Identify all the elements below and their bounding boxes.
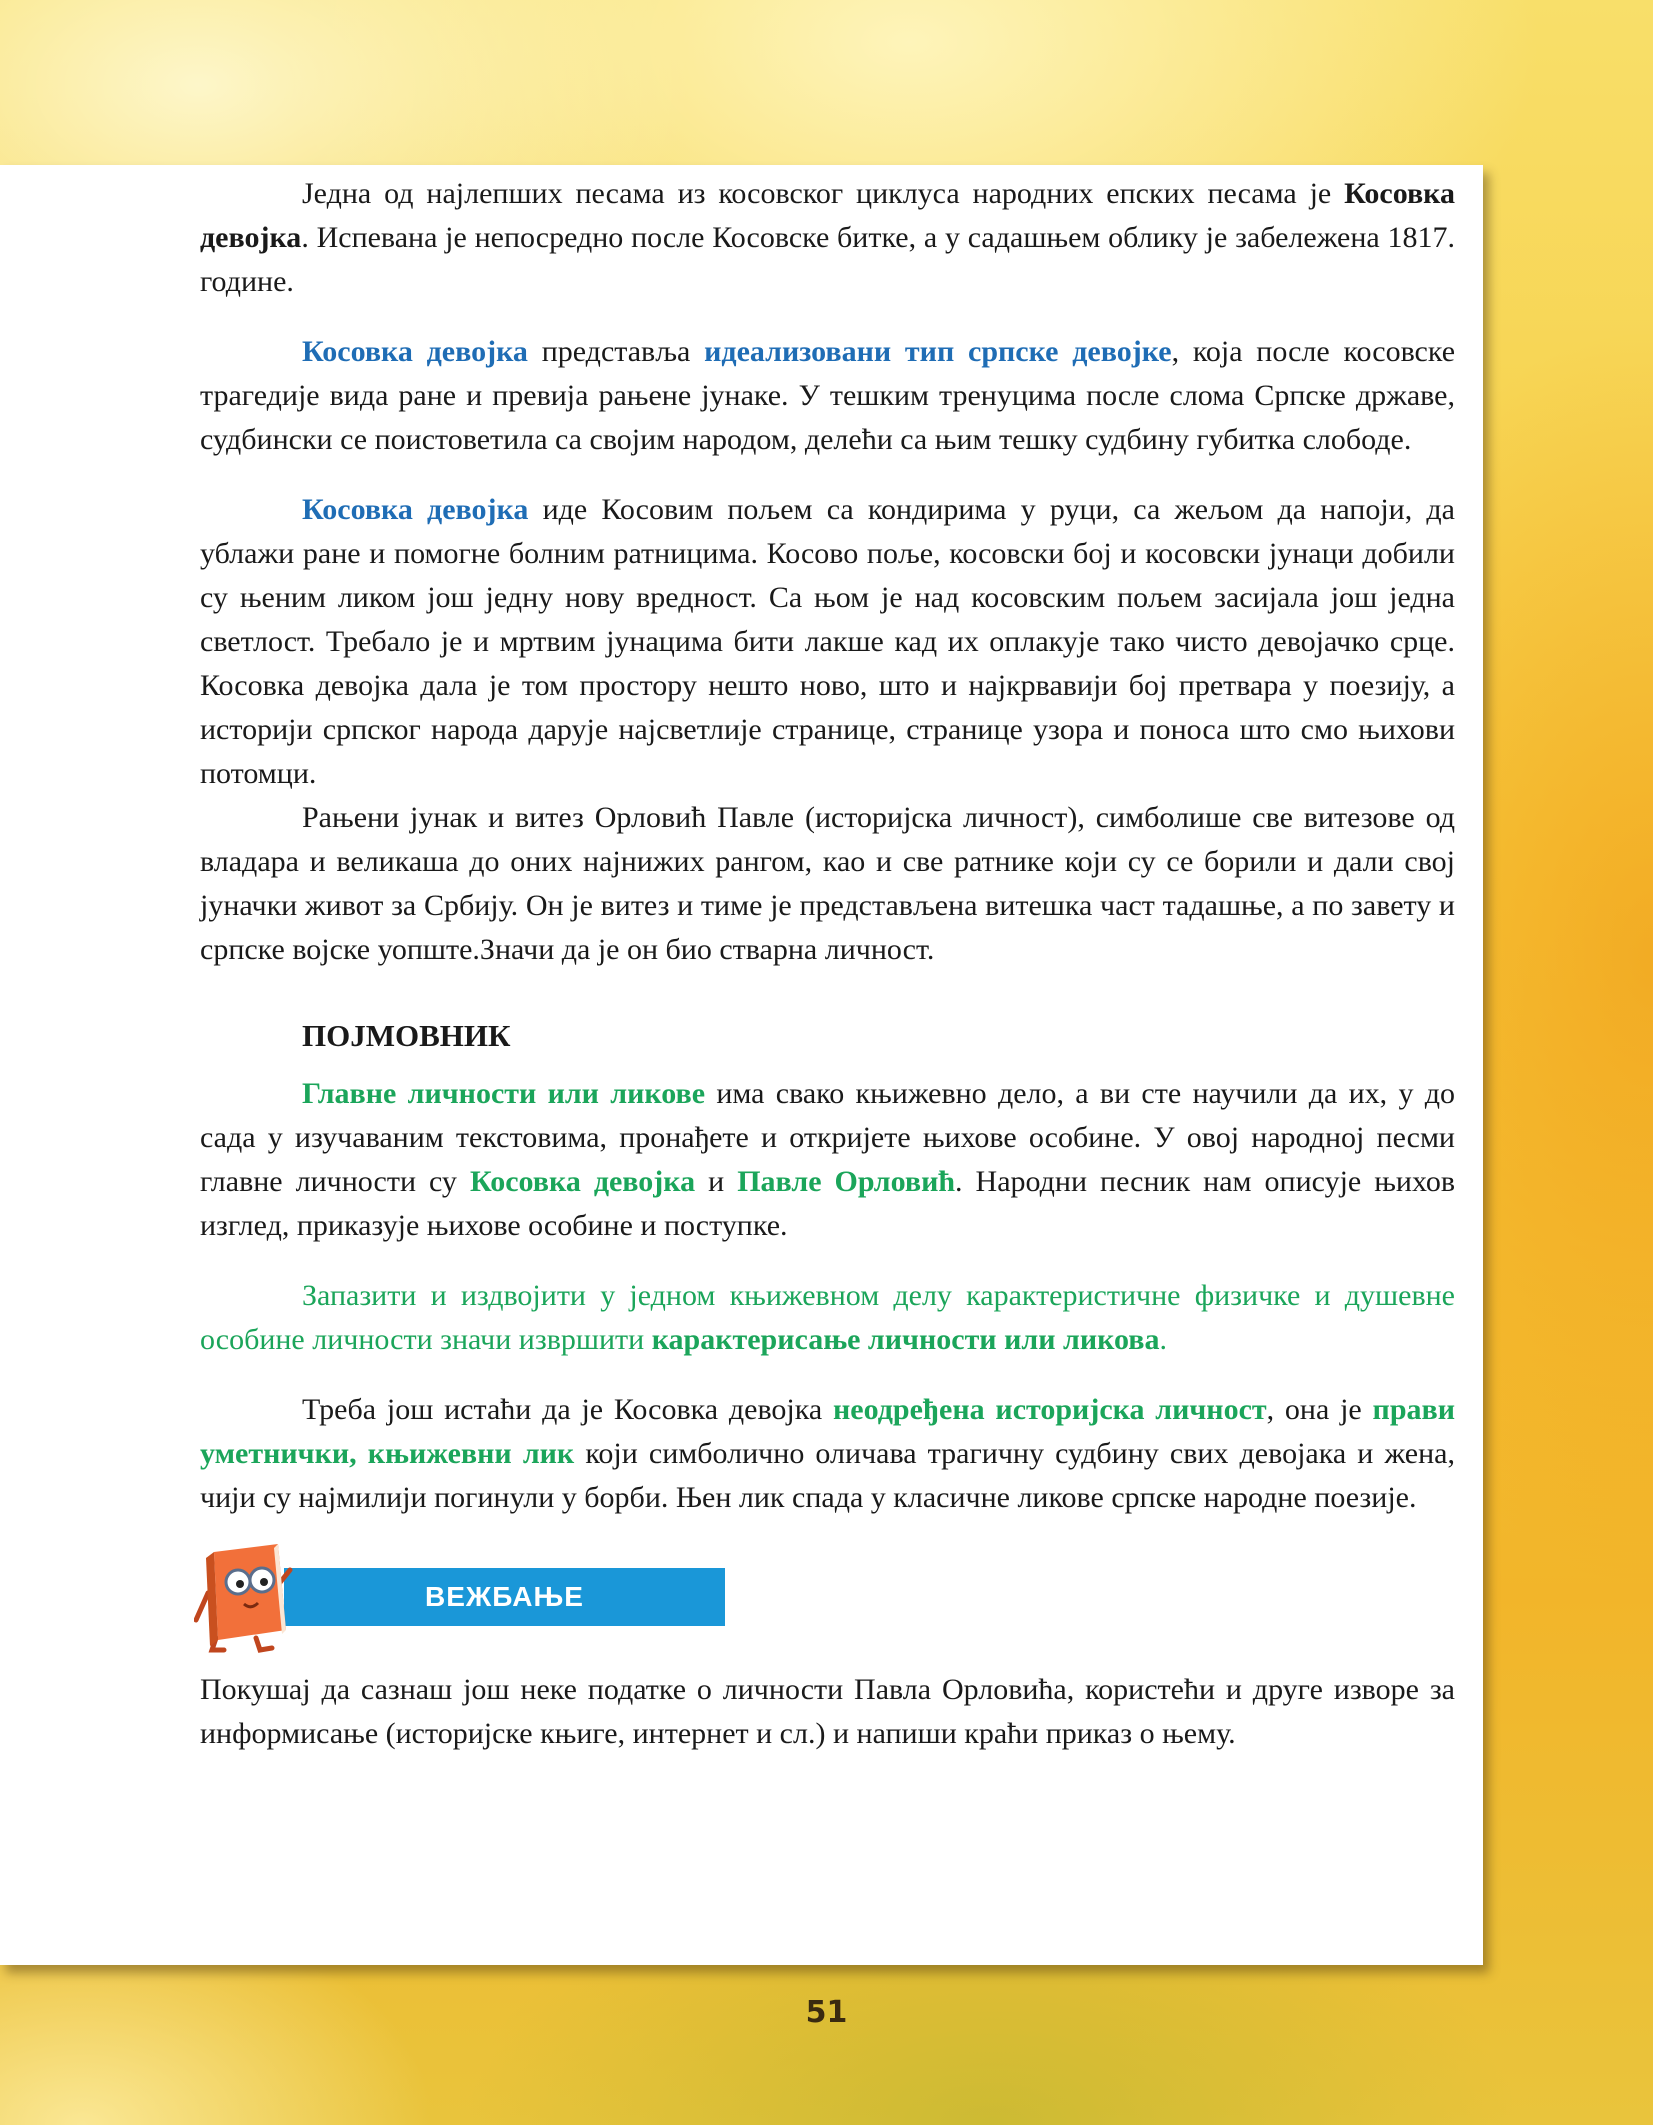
green-term: Косовка девојка — [469, 1165, 696, 1198]
text-run: . — [1159, 1323, 1167, 1356]
paragraph-main-characters — [200, 1072, 1455, 1248]
green-term: Павле Орловић — [737, 1165, 956, 1198]
green-term: неодређена историјска личност — [833, 1393, 1267, 1426]
blue-term: идеализовани тип српске девојке — [704, 335, 1172, 368]
exercise-task: Покушај да сазнаш још неке податке о личности Павла Орловића, користећи и друге изворе за информисање (историјске књиге, интернет и сл.) и напиши краћи приказ о њему. — [200, 1673, 1455, 1750]
paragraph-kosovo-field — [200, 488, 1455, 796]
text-run: . Испевана је непосредно после Косовске битке, а у садашњем облику је забележена 1817. године. — [200, 221, 1455, 298]
text-run: Запазити и издвојити у једном књижевном делу карактеристичне физичке и душевне особине личности значи извршити — [200, 1279, 1455, 1356]
text-run: и — [695, 1165, 738, 1198]
green-term: прави уметнички, књижевни лик — [200, 1393, 1456, 1470]
text-run: Треба још истаћи да је Косовка девојка — [302, 1393, 833, 1426]
paragraph-intro — [200, 172, 1455, 304]
green-term: Главне личности или ликове — [302, 1077, 706, 1110]
text-run: представља — [527, 335, 705, 368]
exercise-label: ВЕЖБАЊЕ — [425, 1581, 584, 1612]
text-run: . Народни песник нам описује њихов изглед, приказује њихове особине и поступке. — [200, 1165, 1455, 1242]
text-run: Једна од најлепших песама из косовског циклуса народних епских песама је — [302, 177, 1345, 210]
text-run: иде Косовим пољем са кондирима у руци, са жељом да напоји, да ублажи ране и помогне болним ратницима. Косово поље, косовски бој и косовски јунаци добили су њеним ликом још једну нову вредност. Са њом је над косовским пољем засијала још једна светлост. Требало је и мртвим јунацима бити лакше кад их оплакује тако чисто девојачко срце. Косовка девојка дала је том простору нешто ново, што и најкрвавији бој претвара у поезију, а историји српског народа дарује најсветлије странице, странице узора и поноса што смо њихови потомци. — [200, 493, 1455, 790]
page-content — [200, 172, 1455, 1756]
text-run: који симболично оличава трагичну судбину свих девојака и жена, чији су најмилији погинули у борби. Њен лик спада у класичне ликове српске народне поезије. — [200, 1437, 1455, 1514]
section-heading: ПОЈМОВНИК — [302, 1018, 511, 1053]
blue-term: Косовка девојка — [302, 335, 528, 368]
paragraph-idealized — [200, 330, 1455, 462]
text-run: , која после косовске трагедије вида ране и превија рањене јунаке. У тешким тренуцима после слома Српске државе, судбински се поистоветила са својим народом, делећи са њим тешку судбину губитка слободе. — [200, 335, 1456, 456]
page-number: 51 — [805, 1995, 848, 2030]
paragraph-artistic-character — [200, 1388, 1455, 1520]
book-mascot-icon — [194, 1538, 304, 1654]
bold-term: Косовка девојка — [200, 177, 1455, 254]
exercise-banner — [200, 1538, 1455, 1654]
text-run: има свако књижевно дело, а ви сте научили да их, у до сада у изучаваним текстовима, пронађете и откријете њихове особине. У овој народној песми главне личности су — [200, 1077, 1455, 1198]
blue-term: Косовка девојка — [302, 493, 529, 526]
green-term: карактерисање личности или ликова — [651, 1323, 1160, 1356]
paragraph-orlovic: Рањени јунак и витез Орловић Павле (историјска личност), симболише све витезове од владара и великаша до оних најнижих рангом, као и све ратнике који су се борили и дали свој јуначки живот за Србију. Он је витез и тиме је представљена витешка част тадашње, а по завету и српске војске уопште.Значи да је он био стварна личност. — [200, 801, 1455, 966]
paragraph-definition — [200, 1274, 1455, 1362]
text-run: , она је — [1266, 1393, 1373, 1426]
